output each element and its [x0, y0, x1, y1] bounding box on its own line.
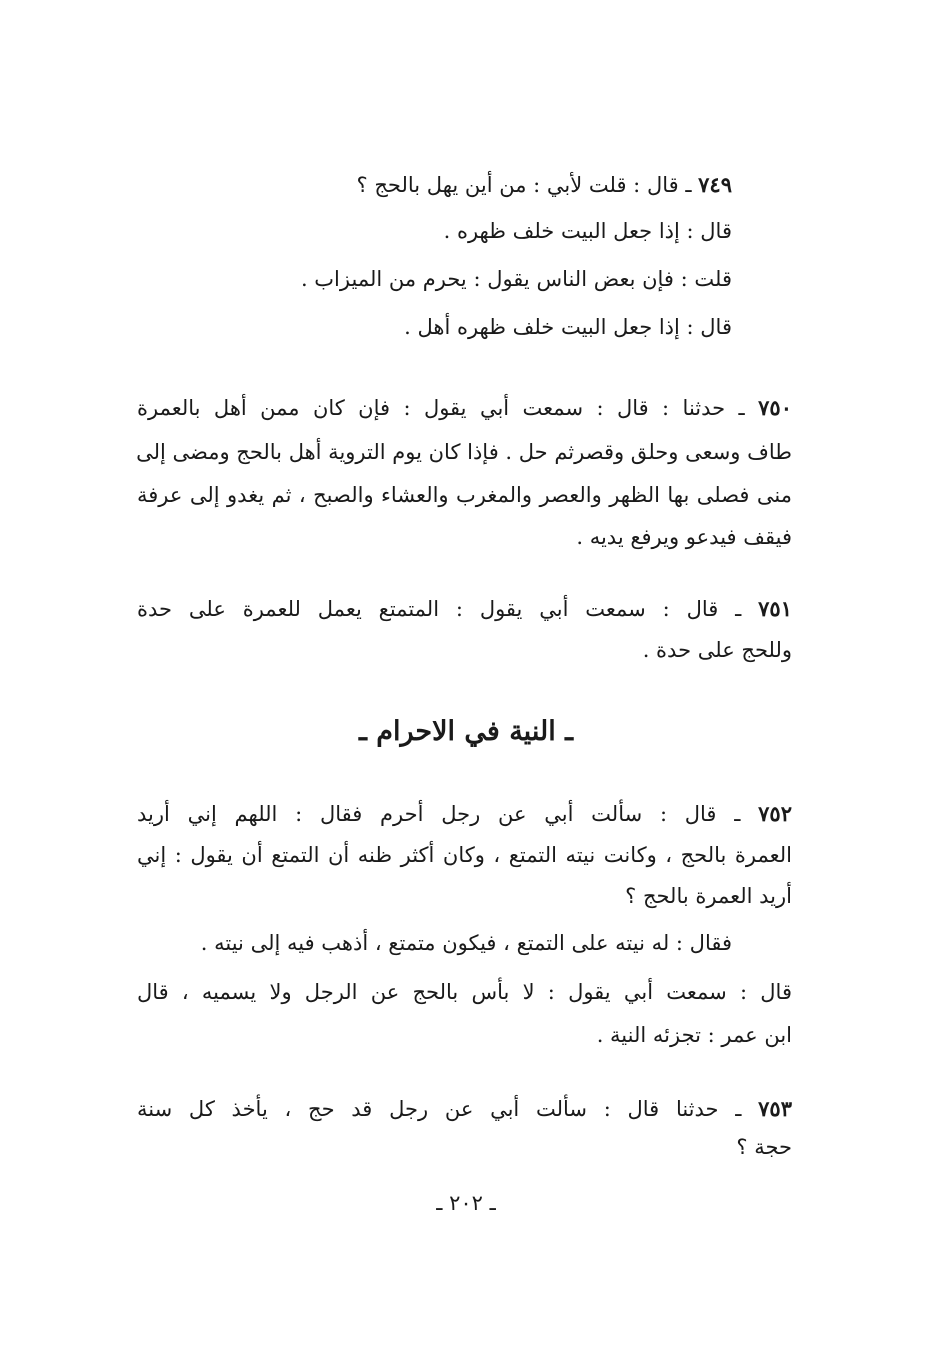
paragraph-752-line-6: ابن عمر : تجزئه النية . [596, 1023, 792, 1047]
page-number: ـ ٢٠٢ ـ [436, 1191, 496, 1215]
entry-dash: ـ [718, 597, 759, 621]
paragraph-752-line-2: العمرة بالحج ، وكانت نيته التمتع ، وكان أكثر ظنه أن التمتع أن يقول : إني [137, 843, 792, 867]
entry-number-752: ٧٥٢ [758, 801, 792, 826]
paragraph-753-line-2: حجة ؟ [736, 1135, 792, 1159]
paragraph-750-line-4: فيقف فيدعو ويرفع يديه . [576, 525, 792, 549]
entry-number-749: ٧٤٩ [698, 172, 732, 197]
paragraph-749-line-4: قال : إذا جعل البيت خلف ظهره أهل . [404, 315, 732, 339]
paragraph-752-line-4: فقال : له نيته على التمتع ، فيكون متمتع ، أذهب فيه إلى نيته . [200, 931, 732, 955]
paragraph-753-line-1: ٧٥٣ ـ حدثنا قال : سألت أبي عن رجل قد حج ، يأخذ كل سنة [137, 1096, 792, 1121]
paragraph-752-line-1: ٧٥٢ ـ قال : سألت أبي عن رجل أحرم فقال : اللهم إني أريد [137, 801, 792, 826]
paragraph-750-line-1: ٧٥٠ ـ حدثنا : قال : سمعت أبي يقول : فإن كان ممن أهل بالعمرة [137, 395, 792, 420]
paragraph-749-line-3: قلت : فإن بعض الناس يقول : يحرم من الميزاب . [300, 267, 732, 291]
paragraph-749-line-2: قال : إذا جعل البيت خلف ظهره . [443, 219, 732, 243]
paragraph-752-line-3: أريد العمرة بالحج ؟ [625, 884, 792, 908]
entry-dash: ـ [725, 396, 759, 420]
paragraph-750-line-2: طاف وسعى وحلق وقصرثم حل . فإذا كان يوم التروية أهل بالحج ومضى إلى [136, 440, 792, 464]
section-heading: ـ النية في الاحرام ـ [358, 716, 574, 747]
entry-number-753: ٧٥٣ [758, 1096, 792, 1121]
entry-number-750: ٧٥٠ [758, 395, 792, 420]
paragraph-751-line-1: ٧٥١ ـ قال : سمعت أبي يقول : المتمتع يعمل للعمرة على حدة [137, 596, 792, 621]
entry-number-751: ٧٥١ [758, 596, 792, 621]
paragraph-752-line-5: قال : سمعت أبي يقول : لا بأس بالحج عن الرجل ولا يسميه ، قال [137, 980, 792, 1004]
paragraph-749-line-1: ٧٤٩ ـ قال : قلت لأبي : من أين يهل بالحج ؟ [356, 172, 732, 197]
entry-dash: ـ [718, 1097, 759, 1121]
entry-dash: ـ [678, 173, 699, 197]
entry-dash: ـ [716, 802, 759, 826]
paragraph-750-line-3: منى فصلى بها الظهر والعصر والمغرب والعشاء والصبح ، ثم يغدو إلى عرفة [137, 483, 792, 507]
paragraph-751-line-2: وللحج على حدة . [642, 638, 792, 662]
